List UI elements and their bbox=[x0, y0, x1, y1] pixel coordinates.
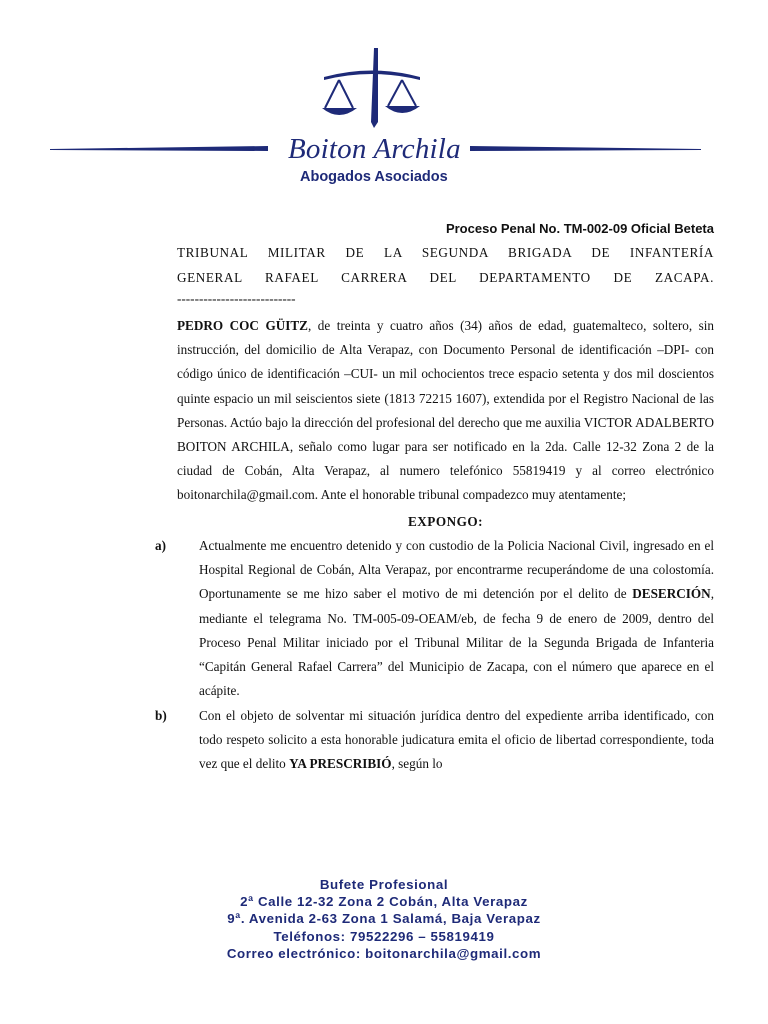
court-heading-line-2: GENERAL RAFAEL CARRERA DEL DEPARTAMENTO DE ZACAPA. bbox=[177, 270, 714, 285]
document-body bbox=[155, 218, 714, 777]
case-number: Proceso Penal No. TM-002-09 Oficial Beteta bbox=[445, 221, 714, 236]
scales-of-justice-icon bbox=[322, 48, 420, 128]
footer-address-coban: 2ª Calle 12-32 Zona 2 Cobán, Alta Verapaz bbox=[240, 894, 528, 910]
list-marker-a: a) bbox=[155, 537, 166, 553]
item-a-text-1: Actualmente me encuentro detenido y con custodio de la Policia Nacional Civil, ingresado en el Hospital Regional de Cobán, Alta Verapaz, por encontrarme recuperándome de una colostomía. Oportunamente se me hizo saber el motivo de mi detención por el delito de bbox=[199, 537, 714, 602]
item-b-bold: YA PRESCRIBIÓ bbox=[289, 756, 392, 772]
separator-dashes: --------------------------- bbox=[177, 291, 296, 306]
expongo-heading: EXPONGO: bbox=[407, 513, 484, 529]
court-heading-line-1: TRIBUNAL MILITAR DE LA SEGUNDA BRIGADA DE INFANTERÍA bbox=[177, 245, 714, 260]
court-heading bbox=[177, 240, 714, 290]
footer-address-salama: 9ª. Avenida 2-63 Zona 1 Salamá, Baja Verapaz bbox=[227, 911, 541, 927]
left-rule-line bbox=[50, 146, 268, 151]
brand-subtitle: Abogados Asociados bbox=[300, 169, 448, 185]
intro-paragraph bbox=[177, 314, 714, 508]
list-item-b bbox=[155, 704, 714, 777]
item-a-text-2: , mediante el telegrama No. TM-005-09-OEAM/eb, de fecha 9 de enero de 2009, dentro del Proceso Penal Militar iniciado por el Tribunal Militar de la Segunda Brigada de Infanteria “Capitán General Rafael Carrera” del Municipio de Zacapa, con el número que aparece en el acápite. bbox=[199, 586, 714, 699]
right-rule-line bbox=[470, 146, 701, 151]
letterhead bbox=[0, 0, 768, 200]
footer-firm: Bufete Profesional bbox=[319, 877, 449, 892]
brand-name: Boiton Archila bbox=[288, 133, 461, 165]
item-a-bold: DESERCIÓN bbox=[632, 586, 711, 602]
item-b-text-2: , según lo bbox=[391, 756, 443, 772]
intro-text: , de treinta y cuatro años (34) años de edad, guatemalteco, soltero, sin instrucción, del domicilio de Alta Verapaz, con Documento Personal de identificación –DPI- con código único de identificación –CUI- un mil ochocientos trece espacio setenta y dos mil doscientos quinte espacio un mil seiscientos siete (1813 72215 1607), extendida por el Registro Nacional de las Personas. Actúo bajo la dirección del profesional del derecho que me auxilia VICTOR ADALBERTO BOITON ARCHILA, señalo como lugar para ser notificado en la 2da. Calle 12-32 Zona 2 de la ciudad de Cobán, Alta Verapaz, al numero telefónico 55819419 y al correo electrónico boitonarchila@gmail.com. Ante el honorable tribunal compadezco muy atentamente; bbox=[177, 318, 714, 503]
footer bbox=[0, 876, 768, 962]
petitioner-name: PEDRO COC GÜITZ bbox=[177, 318, 308, 333]
list-marker-b: b) bbox=[155, 707, 167, 723]
list-item-a bbox=[155, 534, 714, 704]
footer-email: Correo electrónico: boitonarchila@gmail.com bbox=[226, 945, 542, 961]
footer-phones: Teléfonos: 79522296 – 55819419 bbox=[273, 928, 495, 944]
item-b-text-1: Con el objeto de solventar mi situación jurídica dentro del expediente arriba identificado, con todo respeto solicito a esta honorable judicatura emita el oficio de libertad correspondiente, toda vez que el delito bbox=[199, 707, 714, 772]
